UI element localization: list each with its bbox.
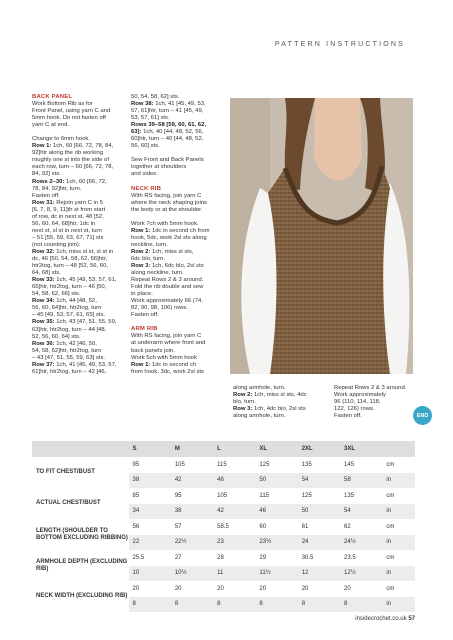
instruction-line bbox=[32, 334, 124, 341]
table-cell: 42 bbox=[171, 473, 213, 489]
instruction-line bbox=[131, 277, 226, 284]
instruction-text: 1ch, miss sl st, sl st in bbox=[54, 248, 114, 255]
instruction-line bbox=[131, 122, 226, 129]
instruction-line bbox=[131, 348, 226, 355]
size-header-cell: M bbox=[171, 441, 213, 457]
instruction-text: 1ch, 41 [45, 49, 53, 57, bbox=[54, 361, 117, 368]
table-cell: 23 bbox=[213, 535, 255, 551]
instruction-text: the body or at the shoulder. bbox=[131, 206, 203, 213]
table-cell: 23½ bbox=[255, 535, 297, 551]
instruction-text: 1ch, 60 [66, 72, bbox=[64, 178, 107, 185]
instruction-text: 82, 90, 98, 106) rows. bbox=[131, 305, 188, 312]
instruction-line bbox=[32, 291, 124, 298]
instruction-text: together at shoulders bbox=[131, 164, 187, 171]
instruction-text: 1ch, 42 [46, 50, bbox=[54, 340, 97, 347]
instruction-line bbox=[233, 392, 321, 399]
instructions-column-4 bbox=[334, 385, 416, 420]
row-label: Rows 2–30: bbox=[32, 178, 65, 185]
table-cell: 42 bbox=[213, 504, 255, 520]
row-label: Row 32: bbox=[32, 248, 55, 255]
instruction-line bbox=[131, 355, 226, 362]
table-cell: 11 bbox=[213, 566, 255, 582]
unit-cell: cm bbox=[382, 519, 415, 535]
table-cell: 20 bbox=[340, 581, 382, 597]
unit-cell: cm bbox=[382, 457, 415, 473]
unit-cell: cm bbox=[382, 550, 415, 566]
instruction-text: 1ch, 44 [48, 52, bbox=[54, 298, 97, 305]
instruction-text: next st, sl st in next st, turn bbox=[32, 227, 102, 234]
table-row bbox=[32, 550, 415, 566]
instruction-text: 1ch, 4dc blo, 2sl sts bbox=[252, 406, 306, 413]
row-label: Row 1: bbox=[32, 143, 52, 150]
instruction-line bbox=[233, 406, 321, 413]
table-cell: 8 bbox=[298, 597, 340, 613]
instruction-line bbox=[233, 399, 321, 406]
table-cell: 125 bbox=[255, 457, 297, 473]
instruction-text: each row, turn – 60 [66, 72, 78, bbox=[32, 164, 114, 171]
table-cell: 95 bbox=[129, 457, 171, 473]
instruction-line bbox=[32, 143, 124, 150]
instructions-column-3 bbox=[233, 385, 321, 420]
size-header-cell: 3XL bbox=[340, 441, 382, 457]
table-cell: 38 bbox=[171, 504, 213, 520]
instruction-line bbox=[32, 242, 124, 249]
row-label: Row 35: bbox=[32, 319, 55, 326]
table-cell: 135 bbox=[298, 457, 340, 473]
instruction-text: 1ch, 43 [47, 51, 55, 59, bbox=[54, 319, 117, 326]
instruction-text: 1ch, 41 [45, 49, 53, bbox=[153, 101, 206, 108]
row-label: Row 38: bbox=[131, 101, 154, 108]
size-header-cell: XL bbox=[255, 441, 297, 457]
instruction-text: 57, 61]htr, turn – 41 [45, 49, bbox=[131, 108, 204, 115]
instruction-text: Work Bottom Rib as for bbox=[32, 101, 93, 108]
instruction-line bbox=[131, 101, 226, 108]
instruction-text: 1ch, miss sl sts, bbox=[150, 248, 194, 255]
table-cell: 10 bbox=[129, 566, 171, 582]
instruction-line bbox=[32, 221, 124, 228]
table-cell: 95 bbox=[171, 488, 213, 504]
instruction-text: – 43 [47, 51, 55, 59, 63] sts. bbox=[32, 354, 106, 361]
unit-cell: in bbox=[382, 566, 415, 582]
instruction-text: 84, 92] sts. bbox=[32, 171, 61, 178]
unit-cell: cm bbox=[382, 581, 415, 597]
size-header-cell: 2XL bbox=[298, 441, 340, 457]
instruction-line bbox=[32, 327, 124, 334]
instruction-text: at underarm where front and bbox=[131, 340, 206, 347]
instruction-text: Work approximately 66 (74, bbox=[131, 298, 203, 305]
size-header-row bbox=[32, 441, 415, 457]
instruction-text: 54, 58, 62]htr, htr2tog, turn bbox=[32, 347, 102, 354]
instruction-line bbox=[32, 348, 124, 355]
instruction-text: back panels join. bbox=[131, 347, 175, 354]
table-cell: 8 bbox=[129, 597, 171, 613]
end-badge: END bbox=[413, 406, 432, 425]
instruction-line bbox=[131, 115, 226, 122]
row-label: Row 34: bbox=[32, 298, 55, 305]
instruction-line bbox=[32, 101, 124, 108]
section-heading: NECK RIB bbox=[131, 185, 162, 192]
table-cell: 34 bbox=[129, 504, 171, 520]
model-photo bbox=[230, 98, 413, 374]
table-cell: 58.5 bbox=[213, 519, 255, 535]
instruction-text: 52, 56, 60, 64] sts. bbox=[32, 333, 81, 340]
instruction-line bbox=[32, 256, 124, 263]
instruction-text: 64, 68] sts. bbox=[32, 270, 61, 277]
instruction-line bbox=[32, 228, 124, 235]
instruction-line bbox=[131, 136, 226, 143]
instruction-text: Fasten off. bbox=[32, 192, 60, 199]
row-label: Row 36: bbox=[32, 340, 55, 347]
row-label: Row 2: bbox=[233, 392, 253, 399]
instruction-line bbox=[32, 235, 124, 242]
instruction-text: Rejoin yarn C in 5 bbox=[54, 199, 104, 206]
instruction-line bbox=[334, 399, 416, 406]
table-cell: 29 bbox=[255, 550, 297, 566]
paragraph-gap bbox=[131, 179, 226, 186]
instruction-text: Work 7ch with 5mm hook. bbox=[131, 220, 199, 227]
instruction-text: 61]htr, htr2tog, turn – 42 [46, bbox=[32, 368, 107, 375]
instruction-line bbox=[32, 284, 124, 291]
measurement-label: ARMHOLE DEPTH (EXCLUDING RIB) bbox=[32, 550, 129, 581]
instruction-text: 78, 84, 92]htr, turn. bbox=[32, 185, 82, 192]
header-unit-cell bbox=[382, 441, 415, 457]
instruction-line bbox=[32, 207, 124, 214]
table-cell: 12 bbox=[298, 566, 340, 582]
measurement-label: LENGTH (SHOULDER TO BOTTOM EXCLUDING RIBBING) bbox=[32, 519, 129, 550]
instruction-line bbox=[131, 171, 226, 178]
instruction-text: 1ch, miss sl sts, 4dc bbox=[252, 392, 307, 399]
instruction-text: (not counting join). bbox=[32, 241, 81, 248]
instruction-line bbox=[32, 214, 124, 221]
instruction-line bbox=[32, 171, 124, 178]
table-cell: 25.5 bbox=[129, 550, 171, 566]
row-label: Row 33: bbox=[32, 277, 55, 284]
instruction-text: – 45 [49, 53, 57, 61, 65] sts. bbox=[32, 312, 106, 319]
instructions-column-1 bbox=[32, 94, 124, 376]
instruction-text: 1ch, 40 [44, 48, 52, 56, bbox=[141, 129, 204, 136]
table-cell: 8 bbox=[213, 597, 255, 613]
instruction-text: along armhole, turn. bbox=[233, 385, 286, 391]
instruction-line bbox=[131, 256, 226, 263]
paragraph-gap bbox=[131, 150, 226, 157]
instruction-text: 65]htr, htr2tog, turn – 46 [50, bbox=[32, 284, 107, 291]
instruction-line bbox=[131, 221, 226, 228]
instruction-line bbox=[32, 362, 124, 369]
instruction-text: Change to 6mm hook. bbox=[32, 136, 90, 143]
instruction-line bbox=[131, 129, 226, 136]
instruction-text: Repeat Rows 2 & 3 around. bbox=[334, 385, 407, 391]
table-row bbox=[32, 488, 415, 504]
table-cell: 50 bbox=[298, 504, 340, 520]
instruction-line bbox=[32, 249, 124, 256]
instruction-line bbox=[32, 150, 124, 157]
instruction-text: Fasten off. bbox=[131, 312, 159, 319]
instruction-text: 96 (110, 114, 118, bbox=[334, 399, 381, 406]
instruction-text: 122, 126) rows. bbox=[334, 406, 375, 413]
instruction-line bbox=[131, 157, 226, 164]
instruction-text: Repeat Rows 2 & 3 around. bbox=[131, 277, 204, 284]
measurement-label: ACTUAL CHEST/BUST bbox=[32, 488, 129, 519]
table-cell: 20 bbox=[171, 581, 213, 597]
header-blank-cell bbox=[32, 441, 129, 457]
instruction-text: Work approximately bbox=[334, 392, 386, 399]
instruction-text: Fold the rib double and sew bbox=[131, 284, 204, 291]
instruction-text: and sides. bbox=[131, 171, 158, 178]
unit-cell: cm bbox=[382, 488, 415, 504]
instruction-text: 1dc in second ch bbox=[150, 361, 197, 368]
row-label: Row 3: bbox=[233, 406, 253, 413]
instruction-text: [6, 7, 8, 9, 11]th st from start bbox=[32, 206, 106, 213]
instruction-line bbox=[131, 369, 226, 376]
instruction-text: 1ch, 6dc blo, 2sl sts bbox=[150, 262, 204, 269]
table-cell: 10½ bbox=[171, 566, 213, 582]
table-cell: 12½ bbox=[340, 566, 382, 582]
table-cell: 50 bbox=[255, 473, 297, 489]
table-cell: 115 bbox=[213, 457, 255, 473]
instruction-line bbox=[131, 305, 226, 312]
instruction-line bbox=[131, 333, 226, 340]
instruction-line bbox=[334, 385, 416, 392]
table-cell: 24½ bbox=[340, 535, 382, 551]
instruction-line bbox=[131, 270, 226, 277]
table-cell: 23.5 bbox=[340, 550, 382, 566]
instruction-line bbox=[334, 392, 416, 399]
instruction-text: 1dc in second ch from bbox=[150, 227, 210, 234]
table-cell: 135 bbox=[340, 488, 382, 504]
table-cell: 22½ bbox=[171, 535, 213, 551]
instruction-text: along armhole, turn. bbox=[233, 413, 286, 420]
instruction-line bbox=[32, 305, 124, 312]
instruction-line bbox=[32, 277, 124, 284]
table-cell: 8 bbox=[255, 597, 297, 613]
instruction-line bbox=[32, 136, 124, 143]
instruction-line bbox=[32, 355, 124, 362]
instruction-text: blo, turn. bbox=[233, 399, 256, 406]
instruction-line bbox=[131, 312, 226, 319]
instruction-text: With RS facing, join yarn C bbox=[131, 192, 202, 199]
size-header-cell: L bbox=[213, 441, 255, 457]
instruction-line bbox=[131, 207, 226, 214]
measurement-label: TO FIT CHEST/BUST bbox=[32, 457, 129, 488]
table-cell: 22 bbox=[129, 535, 171, 551]
unit-cell: in bbox=[382, 597, 415, 613]
instructions-column-2 bbox=[131, 94, 226, 376]
instruction-line bbox=[131, 263, 226, 270]
instruction-text: where the neck shaping joins bbox=[131, 199, 207, 206]
instruction-text: Work 5ch with 5mm hook bbox=[131, 354, 198, 361]
table-cell: 20 bbox=[255, 581, 297, 597]
instruction-text: of row, dc in next st, 48 [52, bbox=[32, 213, 104, 220]
instruction-line bbox=[131, 291, 226, 298]
instruction-text: 92]htr along the rib working bbox=[32, 150, 104, 157]
table-cell: 57 bbox=[171, 519, 213, 535]
vest-model-illustration bbox=[230, 98, 413, 374]
instruction-text: 50, 54, 58, 62] sts. bbox=[131, 94, 180, 100]
instruction-text: 1ch, 45 [49, 53, 57, 61, bbox=[54, 277, 117, 284]
table-cell: 24 bbox=[298, 535, 340, 551]
table-cell: 105 bbox=[213, 488, 255, 504]
instruction-line bbox=[131, 284, 226, 291]
row-label: Row 1: bbox=[131, 361, 151, 368]
paragraph-gap bbox=[131, 214, 226, 221]
instruction-line bbox=[32, 270, 124, 277]
instruction-line bbox=[32, 193, 124, 200]
section-heading: ARM RIB bbox=[131, 326, 158, 333]
instruction-text: Sew Front and Back Panels bbox=[131, 157, 204, 164]
instruction-line bbox=[131, 362, 226, 369]
instruction-line bbox=[131, 235, 226, 242]
instruction-text: roughly one st into the side of bbox=[32, 157, 109, 164]
instruction-text: 56, 60] sts. bbox=[131, 143, 160, 150]
row-label: Rows 39–58 [59, 60, 61, 62, bbox=[131, 122, 206, 129]
unit-cell: in bbox=[382, 535, 415, 551]
row-label: Row 1: bbox=[131, 227, 151, 234]
instruction-text: 1ch, 60 [66, 72, 78, 84, bbox=[51, 143, 114, 150]
table-cell: 105 bbox=[171, 457, 213, 473]
instruction-line bbox=[32, 157, 124, 164]
table-cell: 11½ bbox=[255, 566, 297, 582]
table-cell: 20 bbox=[298, 581, 340, 597]
instruction-line bbox=[32, 179, 124, 186]
instruction-line bbox=[131, 242, 226, 249]
page-number: 57 bbox=[408, 616, 415, 622]
instruction-text: 6dc blo, turn. bbox=[131, 255, 166, 262]
instruction-line bbox=[32, 108, 124, 115]
instruction-line bbox=[32, 319, 124, 326]
instruction-line bbox=[32, 115, 124, 122]
table-cell: 38 bbox=[129, 473, 171, 489]
instruction-text: Front Panel, using yarn C and bbox=[32, 108, 111, 115]
row-label: Row 31: bbox=[32, 199, 55, 206]
table-cell: 62 bbox=[340, 519, 382, 535]
table-cell: 145 bbox=[340, 457, 382, 473]
table-row bbox=[32, 457, 415, 473]
table-cell: 20 bbox=[213, 581, 255, 597]
instruction-line bbox=[233, 385, 321, 392]
instruction-line bbox=[32, 164, 124, 171]
instruction-line bbox=[32, 341, 124, 348]
table-cell: 56 bbox=[129, 519, 171, 535]
instruction-line bbox=[131, 200, 226, 207]
unit-cell: in bbox=[382, 473, 415, 489]
instruction-line bbox=[131, 143, 226, 150]
table-cell: 58 bbox=[340, 473, 382, 489]
instruction-text: – 51 [55, 59, 63, 67, 71] sts bbox=[32, 234, 104, 241]
instruction-text: Fasten off. bbox=[334, 413, 362, 420]
table-cell: 54 bbox=[340, 504, 382, 520]
table-cell: 27 bbox=[171, 550, 213, 566]
instruction-line bbox=[32, 200, 124, 207]
table-row bbox=[32, 581, 415, 597]
row-label: Row 37: bbox=[32, 361, 55, 368]
row-label: Row 2: bbox=[131, 248, 151, 255]
table-cell: 28 bbox=[213, 550, 255, 566]
table-cell: 115 bbox=[255, 488, 297, 504]
instruction-line bbox=[131, 94, 226, 101]
table-cell: 30.5 bbox=[298, 550, 340, 566]
instruction-line bbox=[32, 122, 124, 129]
instruction-line bbox=[32, 369, 124, 376]
table-cell: 60 bbox=[255, 519, 297, 535]
instruction-text: in place. bbox=[131, 291, 153, 298]
instruction-line bbox=[32, 263, 124, 270]
instruction-line bbox=[334, 406, 416, 413]
instruction-text: 60]htr, turn – 40 [44, 48, 52, bbox=[131, 136, 204, 143]
instruction-text: 63]htr, htr2tog, turn – 44 [48, bbox=[32, 326, 107, 333]
instruction-text: neckline, turn. bbox=[131, 241, 168, 248]
instruction-text: along neckline, turn. bbox=[131, 270, 184, 277]
instruction-line bbox=[131, 193, 226, 200]
size-header-cell: S bbox=[129, 441, 171, 457]
size-table bbox=[32, 441, 415, 612]
row-label: Row 3: bbox=[131, 262, 151, 269]
measurement-label: NECK WIDTH (EXCLUDING RIB) bbox=[32, 581, 129, 612]
table-cell: 20 bbox=[129, 581, 171, 597]
row-label: 63]: bbox=[131, 129, 142, 136]
instruction-text: 54, 58, 62, 66] sts. bbox=[32, 291, 81, 298]
table-row bbox=[32, 519, 415, 535]
table-cell: 61 bbox=[298, 519, 340, 535]
instruction-text: 56, 60, 64, 68]htr, 1dc in bbox=[32, 220, 96, 227]
instruction-line bbox=[131, 164, 226, 171]
instruction-text: yarn C at end. bbox=[32, 122, 70, 129]
instruction-text: hook, 5dc, work 2sl sts along bbox=[131, 234, 207, 241]
table-cell: 8 bbox=[340, 597, 382, 613]
instruction-line bbox=[334, 413, 416, 420]
instruction-text: htr2tog, turn – 48 [52, 56, 60, bbox=[32, 263, 108, 270]
page-section-header: PATTERN INSTRUCTIONS bbox=[274, 41, 405, 48]
instruction-text: from hook, 3dc, work 2sl sts bbox=[131, 368, 205, 375]
instruction-line bbox=[131, 340, 226, 347]
table-cell: 8 bbox=[171, 597, 213, 613]
instruction-line bbox=[32, 298, 124, 305]
instruction-line bbox=[131, 108, 226, 115]
section-heading: BACK PANEL bbox=[32, 94, 73, 100]
paragraph-gap bbox=[131, 319, 226, 326]
page-footer bbox=[355, 616, 415, 622]
footer-site: insidecrochet.co.uk bbox=[355, 616, 407, 622]
table-cell: 46 bbox=[213, 473, 255, 489]
instruction-text: With RS facing, join yarn C bbox=[131, 333, 202, 340]
instruction-line bbox=[32, 312, 124, 319]
table-cell: 85 bbox=[129, 488, 171, 504]
instruction-text: 56, 60, 64]htr, htr2tog, turn bbox=[32, 305, 102, 312]
instruction-text: 53, 57, 61] sts. bbox=[131, 115, 170, 122]
instruction-line bbox=[131, 298, 226, 305]
table-cell: 54 bbox=[298, 473, 340, 489]
instruction-line bbox=[32, 186, 124, 193]
table-cell: 46 bbox=[255, 504, 297, 520]
instruction-line bbox=[131, 249, 226, 256]
instruction-text: 5mm hook. Do not fasten off bbox=[32, 115, 106, 122]
instruction-line bbox=[131, 228, 226, 235]
table-cell: 125 bbox=[298, 488, 340, 504]
instruction-line bbox=[233, 413, 321, 420]
paragraph-gap bbox=[32, 129, 124, 136]
unit-cell: in bbox=[382, 504, 415, 520]
instruction-text: dc, 46 [50, 54, 58, 62, 66]htr, bbox=[32, 256, 107, 263]
